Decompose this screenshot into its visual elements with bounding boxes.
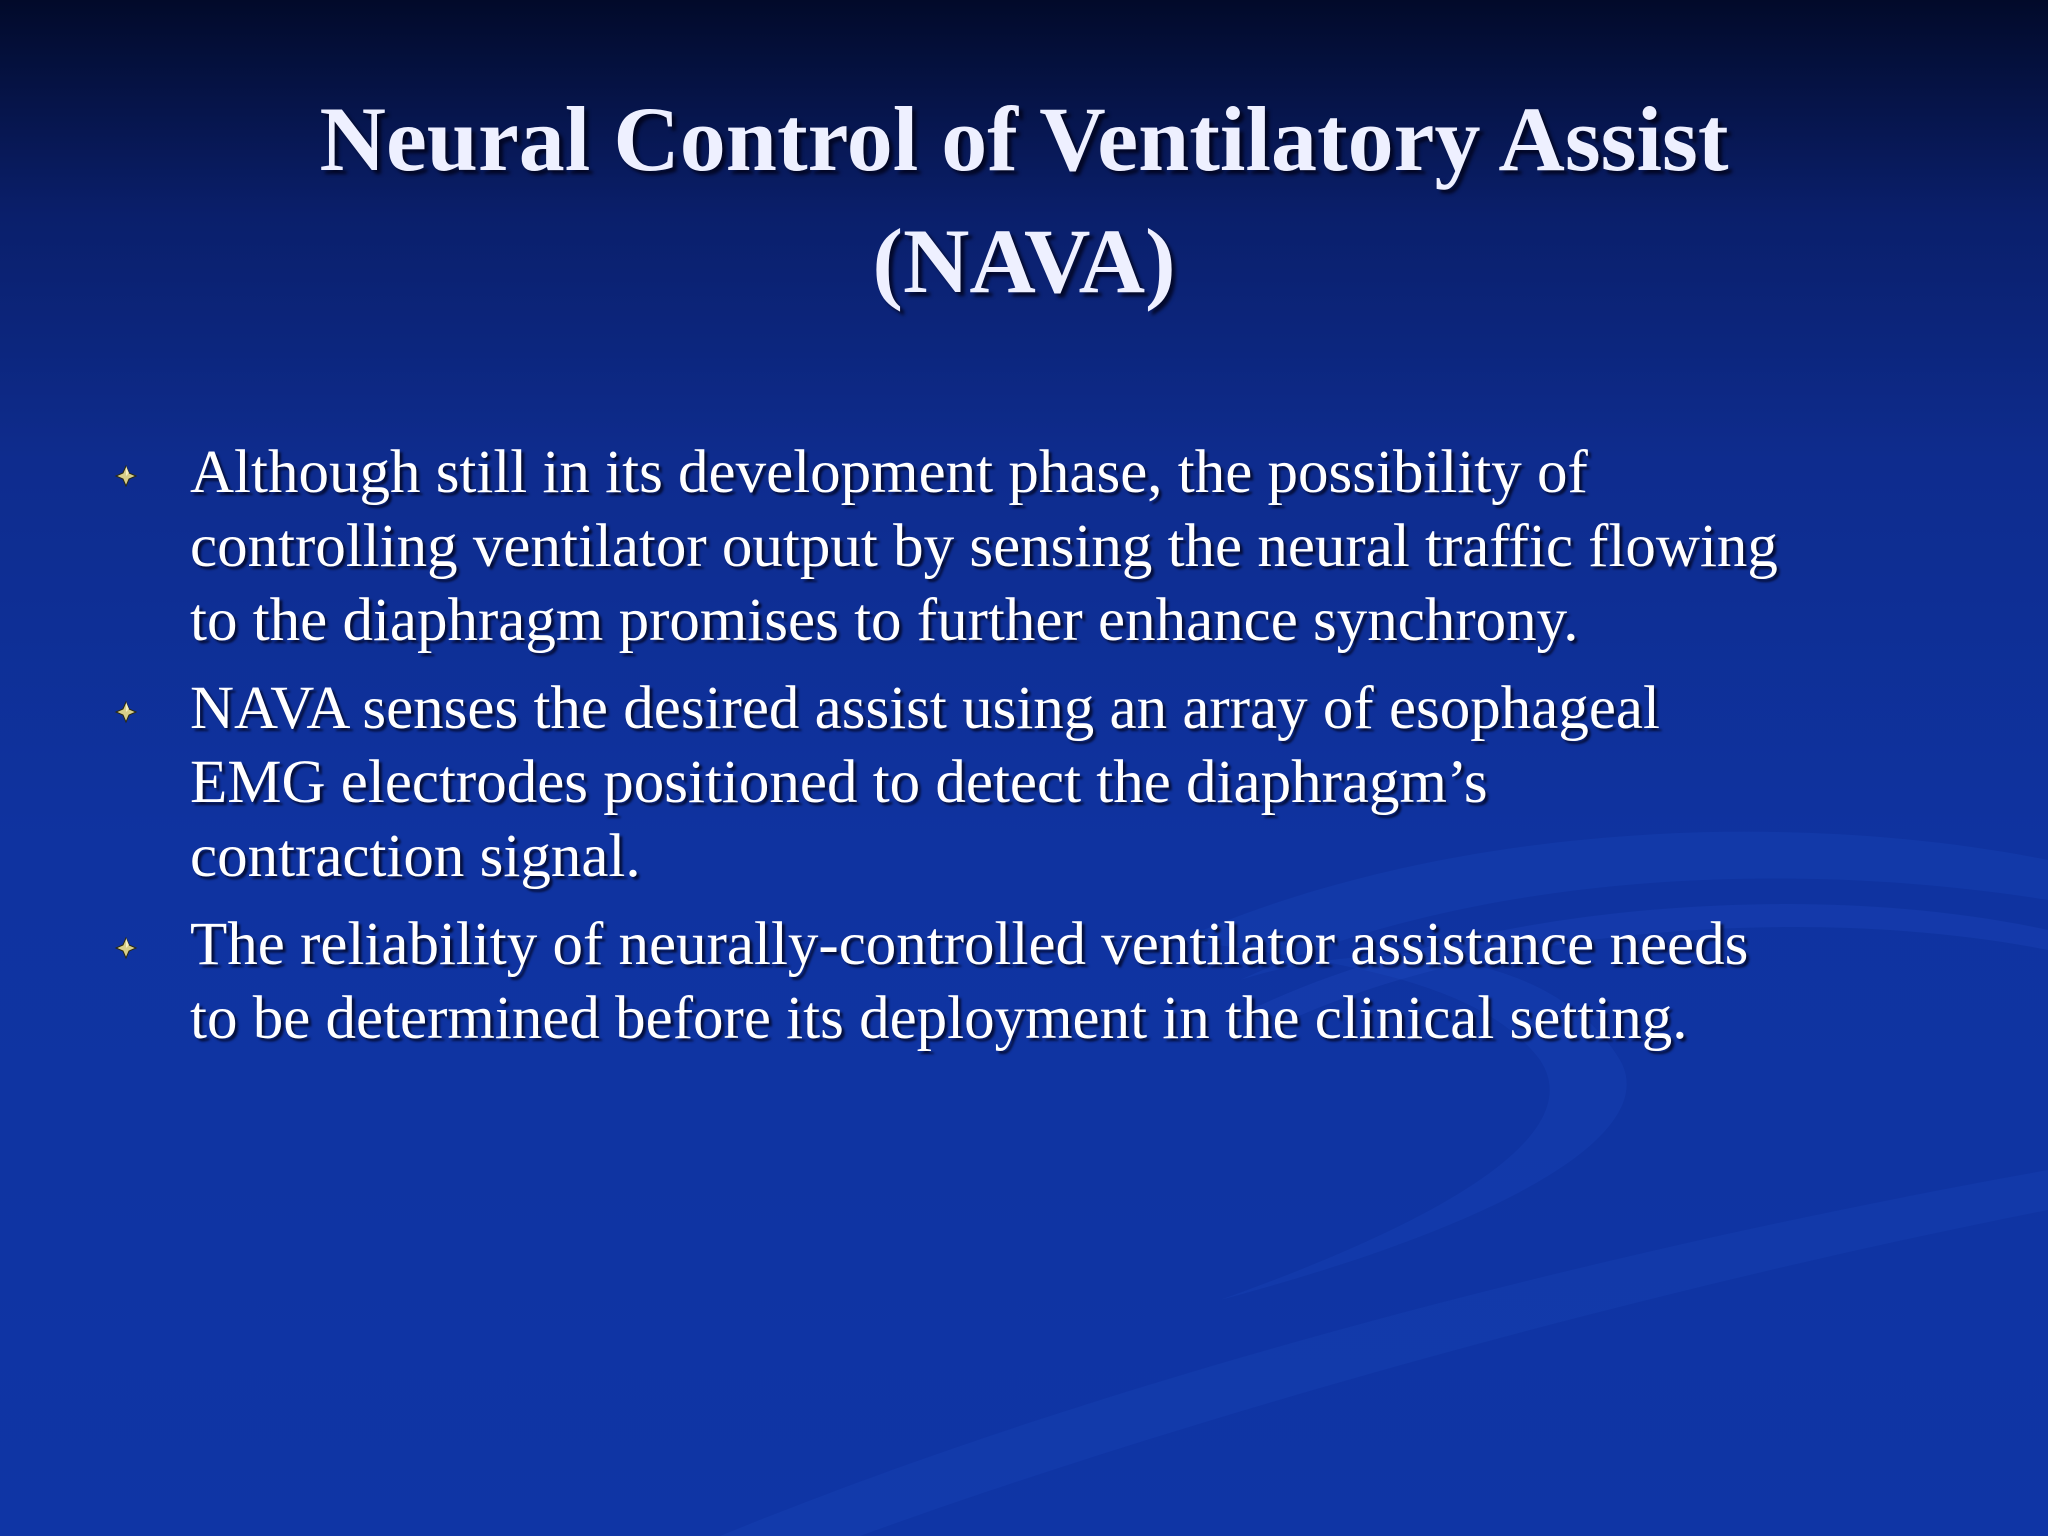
bullet-text-line: Although still in its development phase, the possibility of — [190, 439, 1588, 506]
bullet-text-line: to be determined before its deployment in the clinical setting. — [190, 985, 1688, 1052]
title-line: Neural Control of Ventilatory Assist — [319, 88, 1729, 190]
bullet-item — [110, 672, 1970, 894]
slide-title — [0, 78, 2048, 322]
bullet-text-line: NAVA senses the desired assist using an array of esophageal — [190, 675, 1660, 742]
bullet-text-line: controlling ventilator output by sensing the neural traffic flowing — [190, 513, 1778, 580]
bullet-text-line: contraction signal. — [190, 823, 641, 890]
bullet-list — [110, 436, 1970, 1070]
bullet-item — [110, 436, 1970, 658]
bullet-item — [110, 908, 1970, 1056]
bullet-text-line: EMG electrodes positioned to detect the diaphragm’s — [190, 749, 1488, 816]
bullet-text-line: The reliability of neurally-controlled ventilator assistance needs — [190, 911, 1749, 978]
diamond-bullet-icon — [114, 464, 138, 488]
diamond-bullet-icon — [114, 936, 138, 960]
title-line: (NAVA) — [872, 210, 1176, 312]
diamond-bullet-icon — [114, 700, 138, 724]
bullet-text-line: to the diaphragm promises to further enhance synchrony. — [190, 587, 1579, 654]
